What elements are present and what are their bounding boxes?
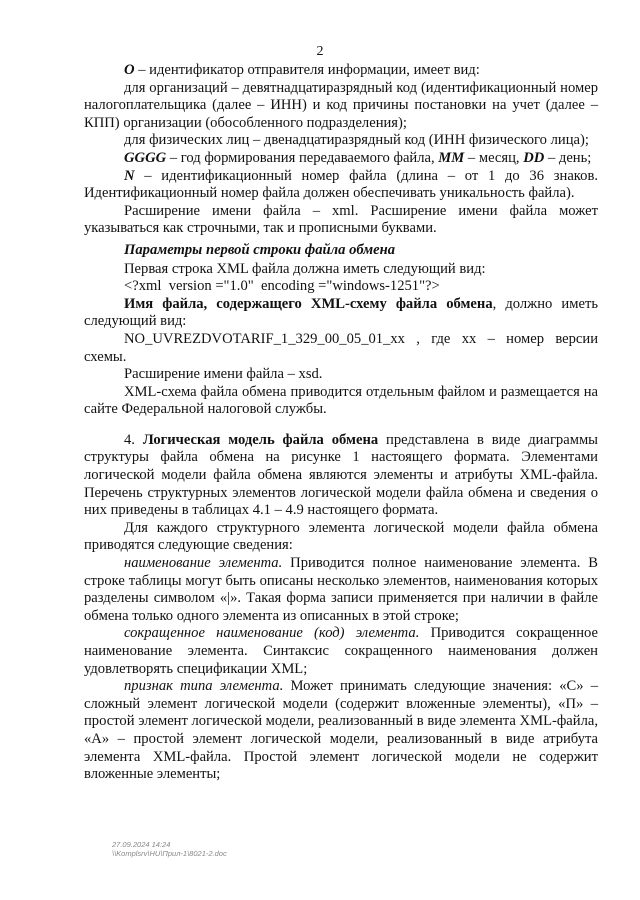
paragraph-organizations: для организаций – девятнадцатиразрядный код (идентификационный номер налогоплательщика (далее – ИНН) и код причины постановки на учет (далее – КПП) организации (обособленного подразделения); — [84, 79, 598, 131]
section-heading-first-line: Параметры первой строки файла обмена — [124, 241, 396, 258]
document-body — [84, 62, 598, 784]
paragraph-individuals: для физических лиц – двенадцатиразрядный код (ИНН физического лица); — [124, 132, 589, 149]
paragraph-element-type: признак типа элемента. Может принимать следующие значения: «С» – сложный элемент логической модели (содержит вложенные элементы), «П» – простой элемент логической модели, реализованный в виде элемента XML-файла, «А» – простой элемент логической модели, реализованный в виде атрибута элемента XML-файла. Простой элемент логической модели не содержит вложенные элементы; — [84, 678, 598, 783]
paragraph-xsd-extension: Расширение имени файла – xsd. — [124, 366, 323, 383]
page-number: 2 — [316, 44, 324, 59]
paragraph-element-info: Для каждого структурного элемента логической модели файла обмена приводятся следующие сведения: — [84, 519, 598, 554]
xml-declaration: <?xml version ="1.0" encoding ="windows-1251"?> — [124, 278, 440, 295]
paragraph-schema-filename: NO_UVREZDVOTARIF_1_329_00_05_01_xx , где xx – номер версии схемы. — [84, 330, 598, 365]
paragraph-schema-location: XML-схема файла обмена приводится отдельным файлом и размещается на сайте Федеральной налоговой службы. — [84, 383, 598, 418]
paragraph-date-format: GGGG – год формирования передаваемого файла, MM – месяц, DD – день; — [124, 149, 592, 166]
paragraph-element-code: сокращенное наименование (код) элемента. Приводится сокращенное наименование элемента. Синтаксис сокращенного наименования должен удовлетворять спецификации XML; — [84, 625, 598, 677]
paragraph-sender-id: O – идентификатор отправителя информации, имеет вид: — [124, 62, 480, 78]
paragraph-file-id: N – идентификационный номер файла (длина – от 1 до 36 знаков. Идентификационный номер файла должен обеспечивать уникальность файла). — [84, 167, 598, 202]
footer-filepath: \\Komplsrv\HU\Прил-1\8021-2.doc — [112, 849, 227, 858]
paragraph-schema-name: Имя файла, содержащего XML-схему файла обмена, должно иметь следующий вид: — [84, 295, 598, 330]
paragraph-element-name: наименование элемента. Приводится полное наименование элемента. В строке таблицы могут быть описаны несколько элементов, наименования которых разделены символом «|». Такая форма записи применяется при наличии в файле обмена только одного элемента из описанных в этой строке; — [84, 555, 599, 624]
paragraph-first-line: Первая строка XML файла должна иметь следующий вид: — [124, 260, 486, 277]
paragraph-logical-model: 4. Логическая модель файла обмена представлена в виде диаграммы структуры файла обмена на рисунке 1 настоящего формата. Элементами логической модели файла обмена являются элементы и атрибуты XML-файла. Перечень структурных элементов логической модели файла обмена и сведения о них приведены в таблицах 4.1 – 4.9 настоящего формата. — [84, 431, 598, 519]
document-footer — [112, 840, 227, 858]
footer-timestamp: 27.09.2024 14:24 — [112, 840, 171, 849]
paragraph-extension: Расширение имени файла – xml. Расширение имени файла может указываться как строчными, так и прописными буквами. — [84, 202, 598, 237]
